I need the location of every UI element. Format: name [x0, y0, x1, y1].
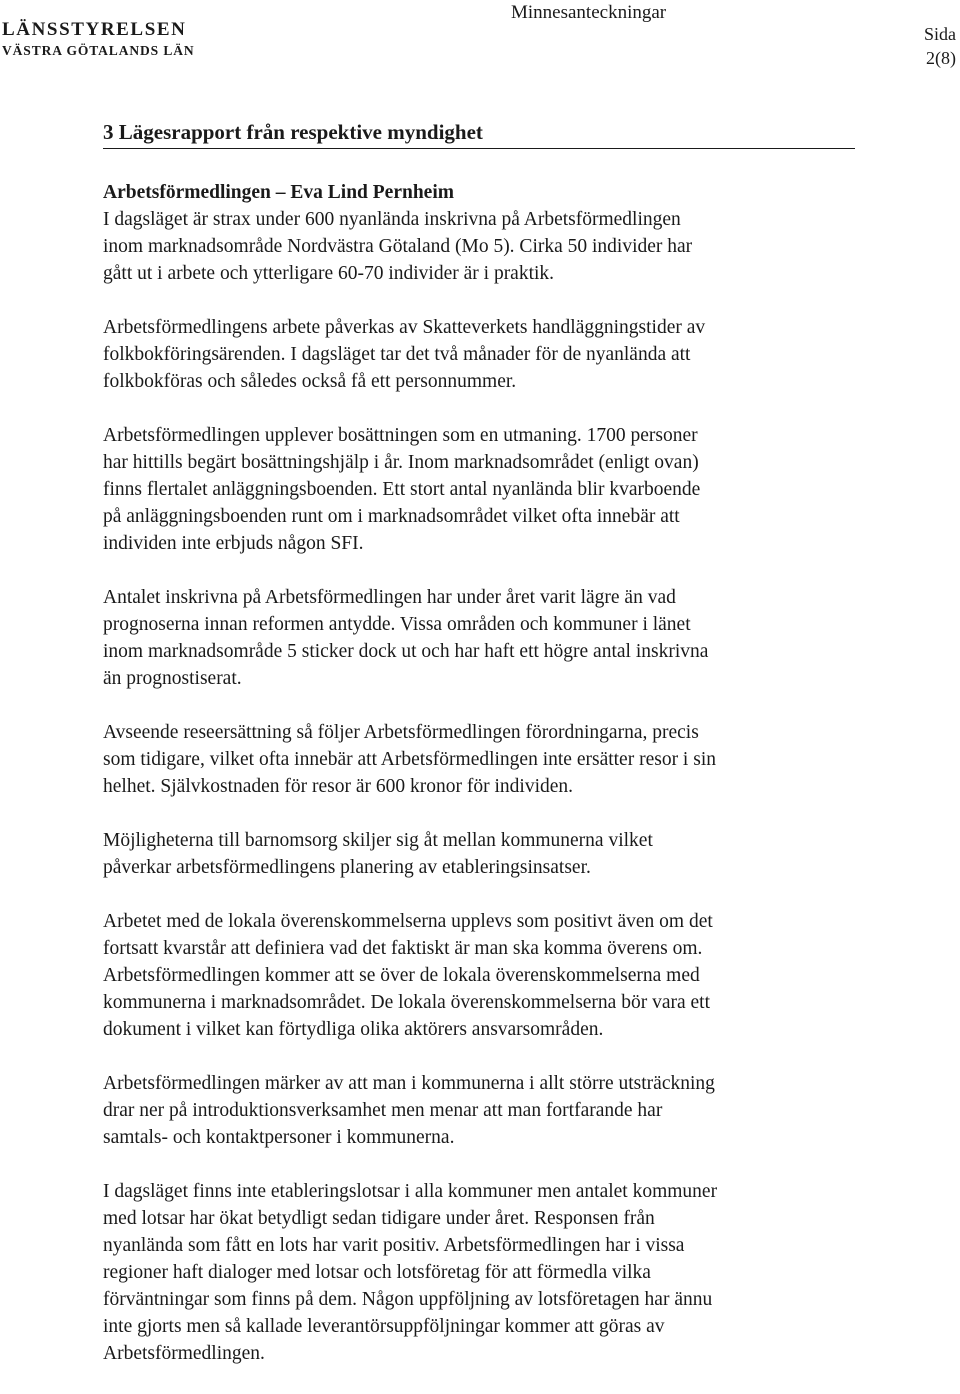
page-number: 2(8) — [926, 48, 956, 68]
section-title: 3 Lägesrapport från respektive myndighet — [103, 118, 855, 149]
paragraph: Antalet inskrivna på Arbetsförmedlingen har under året varit lägre än vad prognoserna innan reformen antydde. Vissa områden och kommuner i länet inom marknadsområde 5 sticker dock ut och har haft ett högre antal inskrivna än prognostiserat. — [103, 587, 709, 689]
agency-heading: Arbetsförmedlingen – Eva Lind Pernheim — [103, 182, 454, 203]
document-type: Minnesanteckningar — [511, 2, 667, 23]
agency-logo — [2, 20, 195, 58]
paragraph: Arbetsförmedlingens arbete påverkas av Skatteverkets handläggningstider av folkbokföringsärenden. I dagsläget tar det två månader för de nyanlända att folkbokföras och således också få ett personnummer. — [103, 317, 706, 392]
paragraph: Arbetsförmedlingen upplever bosättningen som en utmaning. 1700 personer har hittills begärt bosättningshjälp i år. Inom marknadsområdet (enligt ovan) finns flertalet anläggningsboenden. Ett stort antal nyanlända blir kvarboende på anläggningsboenden runt om i marknadsområdet vilket ofta innebär att individen inte erbjuds någon SFI. — [103, 425, 701, 554]
paragraph: Möjligheterna till barnomsorg skiljer sig åt mellan kommunerna vilket påverkar arbetsförmedlingens planering av etableringsinsatser. — [103, 830, 653, 878]
paragraph: Arbetsförmedlingen märker av att man i kommunerna i allt större utsträckning drar ner på introduktionsverksamhet men menar att man fortfarande har samtals- och kontaktpersoner i kommunerna. — [103, 1073, 715, 1148]
logo-line-2: VÄSTRA GÖTALANDS LÄN — [2, 43, 195, 58]
paragraph: I dagsläget är strax under 600 nyanlända inskrivna på Arbetsförmedlingen inom marknadsområde Nordvästra Götaland (Mo 5). Cirka 50 individer har gått ut i arbete och ytterligare 60-70 individer är i praktik. — [103, 209, 693, 284]
paragraph: Arbetet med de lokala överenskommelserna upplevs som positivt även om det fortsatt kvarstår att definiera vad det faktiskt är man ska komma överens om. Arbetsförmedlingen kommer att se över de lokala överenskommelserna med kommunerna i marknadsområdet. De lokala överenskommelserna bör vara ett dokument i vilket kan förtydliga olika aktörers ansvarsområden. — [103, 911, 713, 1040]
page-label: Sida — [923, 24, 956, 44]
page-info — [924, 22, 956, 70]
paragraph: Avseende reseersättning så följer Arbetsförmedlingen förordningarna, precis som tidigare, vilket ofta innebär att Arbetsförmedlingen inte ersätter resor i sin helhet. Självkostnaden för resor är 600 kronor för individen. — [103, 722, 716, 797]
paragraph: I dagsläget finns inte etableringslotsar i alla kommuner men antalet kommuner med lotsar har ökat betydligt sedan tidigare under året. Responsen från nyanlända som fått en lots har varit positiv. Arbetsförmedlingen har i vissa regioner haft dialoger med lotsar och lotsföretag för att förmedla vilka förväntningar som finns på dem. Någon uppföljning av lotsföretagen har ännu inte gjorts men så kallade leverantörsuppföljningar kommer att göras av Arbetsförmedlingen. — [103, 1181, 718, 1364]
document-body — [103, 118, 855, 1394]
logo-line-1: LÄNSSTYRELSEN — [2, 19, 187, 40]
